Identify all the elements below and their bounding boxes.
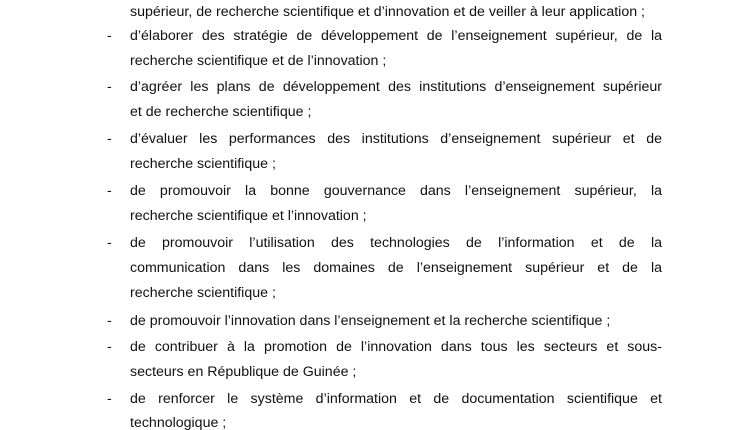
- bullet-dash: -: [107, 391, 112, 407]
- list-item-line: secteurs en République de Guinée ;: [130, 364, 357, 380]
- list-item-line: de promouvoir la bonne gouvernance dans l’enseignement supérieur, la: [130, 183, 662, 199]
- list-item-line: d’élaborer des stratégie de développement de l’enseignement supérieur, de la: [130, 28, 662, 44]
- list-item-line: recherche scientifique ;: [130, 285, 276, 301]
- list-item-line: communication dans les domaines de l’enseignement supérieur et de la: [130, 260, 662, 276]
- list-item-line: de promouvoir l’innovation dans l’enseignement et la recherche scientifique ;: [130, 313, 611, 329]
- bullet-dash: -: [107, 339, 112, 355]
- bullet-dash: -: [107, 313, 112, 329]
- bullet-dash: -: [107, 183, 112, 199]
- list-item-line: de renforcer le système d’information et de documentation scientifique et: [130, 391, 662, 407]
- list-item-line: recherche scientifique et de l’innovation ;: [130, 53, 387, 69]
- bullet-dash: -: [107, 79, 112, 95]
- list-item-line: et de recherche scientifique ;: [130, 104, 312, 120]
- list-item-line: recherche scientifique et l’innovation ;: [130, 208, 367, 224]
- bullet-dash: -: [107, 28, 112, 44]
- list-item-line: recherche scientifique ;: [130, 156, 276, 172]
- continuation-line: supérieur, de recherche scientifique et d’innovation et de veiller à leur application ;: [130, 4, 646, 20]
- bullet-dash: -: [107, 131, 112, 147]
- list-item-line: d’agréer les plans de développement des institutions d’enseignement supérieur: [130, 79, 662, 95]
- list-item-line: technologique ;: [130, 415, 227, 430]
- list-item-line: d’évaluer les performances des institutions d’enseignement supérieur et de: [130, 131, 662, 147]
- list-item-line: de contribuer à la promotion de l’innovation dans tous les secteurs et sous-: [130, 339, 662, 355]
- bullet-dash: -: [107, 235, 112, 251]
- list-item-line: de promouvoir l’utilisation des technologies de l’information et de la: [130, 235, 662, 251]
